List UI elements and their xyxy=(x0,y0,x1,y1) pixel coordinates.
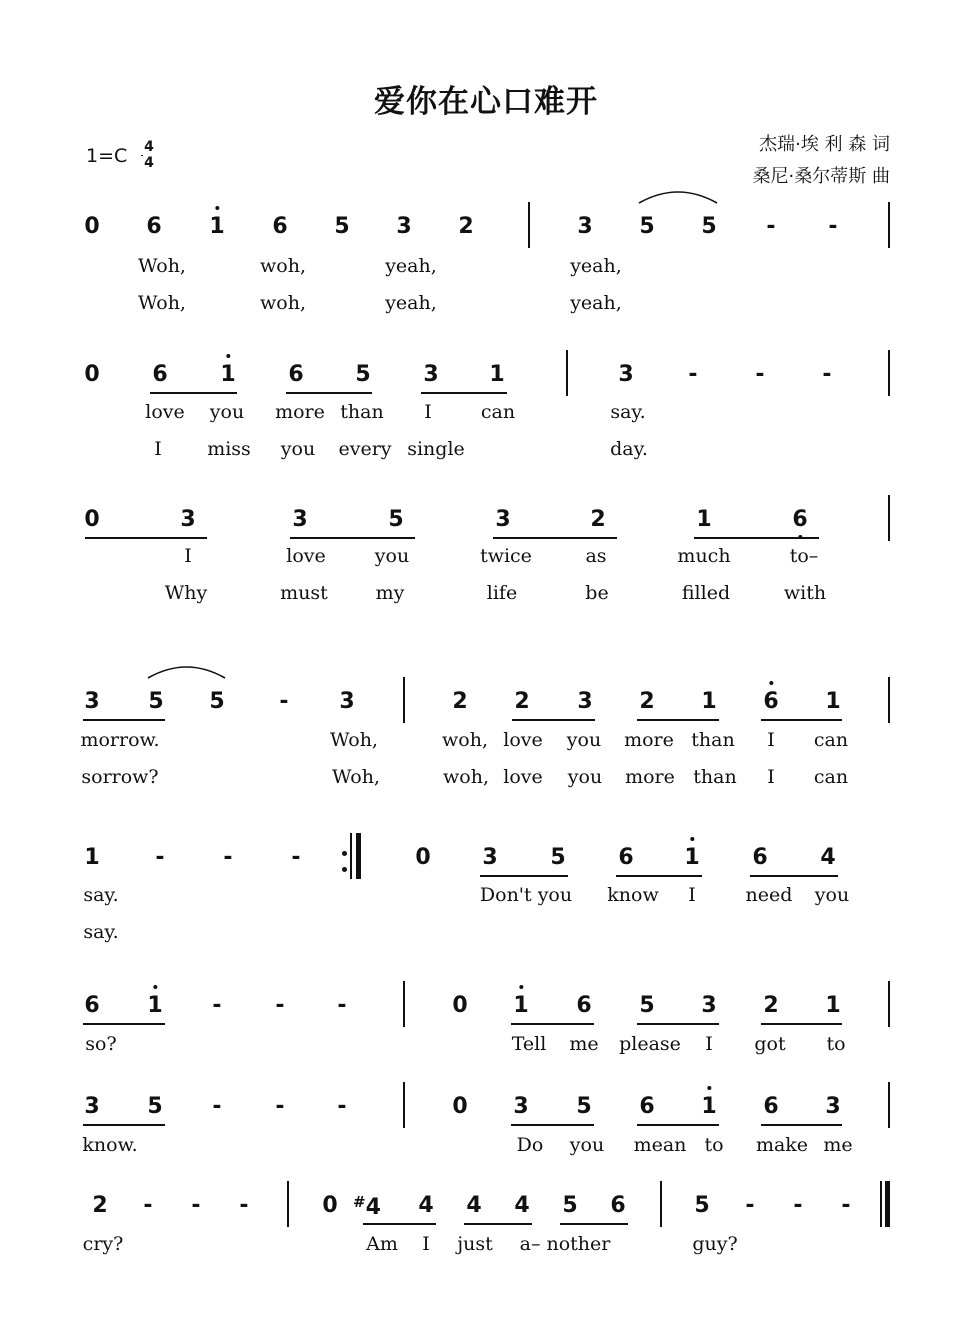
eighth-note-beam xyxy=(761,1124,842,1126)
lyric-word: mean xyxy=(633,1134,687,1156)
barline xyxy=(660,1181,662,1227)
note: 1 xyxy=(220,362,235,387)
lyric-word: as xyxy=(585,545,607,567)
eighth-note-beam xyxy=(83,1023,165,1025)
barline xyxy=(888,202,890,248)
note: 3 xyxy=(577,689,593,714)
lyric-word: Why xyxy=(164,582,208,604)
eighth-note-beam xyxy=(761,719,842,721)
lyric-word: than xyxy=(693,766,737,788)
lyric-word: Am xyxy=(366,1233,398,1255)
note: 6 xyxy=(618,845,634,870)
lyric-word: more xyxy=(625,766,675,788)
song-title: 爱你在心口难开 xyxy=(374,84,598,120)
eighth-note-beam xyxy=(616,875,702,877)
lyric-word: can xyxy=(813,729,849,751)
lyric-word: Tell xyxy=(511,1033,547,1055)
note: 3 xyxy=(84,1094,100,1119)
note: 6 xyxy=(752,845,768,870)
lyric-word: say. xyxy=(83,921,119,943)
composer-credit: 桑尼·桑尔蒂斯 曲 xyxy=(752,166,890,187)
lyric-word: than xyxy=(340,401,384,423)
note: 3 xyxy=(292,507,308,532)
lyric-word: me xyxy=(569,1033,599,1055)
note: 1 xyxy=(84,845,100,870)
note: 6 xyxy=(152,362,168,387)
time-signature xyxy=(140,140,158,171)
lyric-word: miss xyxy=(207,438,251,460)
lyric-word: filled xyxy=(681,582,731,604)
note: 2 xyxy=(458,214,474,239)
note: 4 xyxy=(514,1193,530,1218)
eighth-note-beam xyxy=(480,875,568,877)
note: 6 xyxy=(576,993,592,1018)
note: - xyxy=(745,1193,755,1218)
eighth-note-beam xyxy=(511,1124,594,1126)
lyric-word: you xyxy=(814,884,850,906)
note: 4 xyxy=(820,845,836,870)
note: 6 xyxy=(610,1193,626,1218)
lyric-word: you xyxy=(569,1134,605,1156)
lyric-word: my xyxy=(375,582,405,604)
lyric-word: you xyxy=(567,766,603,788)
note: - xyxy=(239,1193,249,1218)
eighth-note-beam xyxy=(637,719,719,721)
lyric-word: I xyxy=(705,1033,713,1055)
final-barline-thick xyxy=(885,1181,890,1227)
note: 1 xyxy=(684,845,699,870)
note: 1 xyxy=(701,1094,716,1119)
time-signature-top: 4 xyxy=(144,139,154,155)
sharp-sign: # xyxy=(353,1193,366,1211)
note: 0 xyxy=(452,1094,468,1119)
note: - xyxy=(275,993,285,1018)
lyric-word: much xyxy=(677,545,731,567)
octave-up-dot xyxy=(707,1086,711,1090)
lyric-word: love xyxy=(503,766,543,788)
eighth-note-beam xyxy=(363,1223,436,1225)
note: 1 xyxy=(513,993,528,1018)
note: 3 xyxy=(180,507,196,532)
lyric-word: must xyxy=(280,582,328,604)
lyric-word: can xyxy=(813,766,849,788)
lyric-word: woh, xyxy=(260,292,306,314)
note: 2 xyxy=(92,1193,108,1218)
note: 5 xyxy=(334,214,350,239)
note: 3 xyxy=(84,689,100,714)
lyric-word: I xyxy=(767,766,775,788)
note: 3 xyxy=(618,362,634,387)
note: 5 xyxy=(355,362,371,387)
eighth-note-beam xyxy=(637,1023,719,1025)
lyric-word: I xyxy=(184,545,192,567)
note: 2 xyxy=(590,507,606,532)
lyric-word: I xyxy=(688,884,696,906)
note: - xyxy=(155,845,165,870)
final-barline-thin xyxy=(880,1181,882,1227)
lyric-word: than xyxy=(691,729,735,751)
lyric-word: make xyxy=(755,1134,809,1156)
eighth-note-beam xyxy=(85,537,207,539)
lyric-word: to xyxy=(704,1134,724,1156)
lyric-word: more xyxy=(624,729,674,751)
note: - xyxy=(766,214,776,239)
lyricist-credit: 杰瑞·埃 利 森 词 xyxy=(759,134,890,155)
note: 0 xyxy=(84,507,100,532)
barline xyxy=(888,677,890,723)
barline xyxy=(566,350,568,396)
note: 5 xyxy=(209,689,225,714)
lyric-word: yeah, xyxy=(385,292,437,314)
lyric-word: yeah, xyxy=(570,255,622,277)
eighth-note-beam xyxy=(493,537,617,539)
lyric-word: say. xyxy=(610,401,646,423)
note: 1 xyxy=(825,993,841,1018)
note: 3 xyxy=(701,993,717,1018)
lyric-word: you xyxy=(374,545,410,567)
lyric-word: love xyxy=(503,729,543,751)
eighth-note-beam xyxy=(83,719,165,721)
note: 5 xyxy=(388,507,404,532)
lyric-word: sorrow? xyxy=(81,766,159,788)
time-signature-bottom: 4 xyxy=(144,155,154,171)
note: - xyxy=(143,1193,153,1218)
note: 5 xyxy=(701,214,717,239)
note: 0 xyxy=(322,1193,338,1218)
lyric-word: can xyxy=(480,401,516,423)
barline xyxy=(403,1082,405,1128)
note: 5 xyxy=(694,1193,710,1218)
note: 0 xyxy=(415,845,431,870)
lyric-word: so? xyxy=(85,1033,117,1055)
lyric-word: I xyxy=(154,438,162,460)
lyric-word: morrow. xyxy=(80,729,160,751)
note: 1 xyxy=(209,214,224,239)
lyric-word: just xyxy=(457,1233,493,1255)
barline xyxy=(403,981,405,1027)
lyric-word: twice xyxy=(480,545,532,567)
eighth-note-beam xyxy=(83,1124,165,1126)
note: 6 xyxy=(84,993,100,1018)
lyric-word: I xyxy=(422,1233,430,1255)
note: - xyxy=(337,993,347,1018)
lyric-word: me xyxy=(823,1134,853,1156)
barline xyxy=(528,202,530,248)
note: 5 xyxy=(550,845,566,870)
barline xyxy=(888,495,890,541)
barline xyxy=(888,350,890,396)
note: 3 xyxy=(482,845,498,870)
note: - xyxy=(828,214,838,239)
eighth-note-beam xyxy=(290,537,415,539)
repeat-dot xyxy=(342,867,347,872)
lyric-word: more xyxy=(275,401,325,423)
note: 1 xyxy=(489,362,505,387)
lyric-word: you xyxy=(566,729,602,751)
lyric-word: woh, xyxy=(443,766,489,788)
note: 3 xyxy=(513,1094,529,1119)
lyric-word: I xyxy=(424,401,432,423)
note: 3 xyxy=(423,362,439,387)
eighth-note-beam xyxy=(694,537,819,539)
lyric-word: yeah, xyxy=(385,255,437,277)
lyric-word: I xyxy=(767,729,775,751)
note: 5 xyxy=(576,1094,592,1119)
eighth-note-beam xyxy=(560,1223,628,1225)
note: 2 xyxy=(763,993,779,1018)
note: 3 xyxy=(825,1094,841,1119)
note: 5 xyxy=(147,1094,163,1119)
note: - xyxy=(755,362,765,387)
note: 6 xyxy=(146,214,162,239)
lyric-word: Woh, xyxy=(330,729,378,751)
octave-up-dot xyxy=(690,837,694,841)
lyric-word: Woh, xyxy=(138,292,186,314)
note: - xyxy=(337,1094,347,1119)
lyric-word: got xyxy=(754,1033,786,1055)
lyric-word: yeah, xyxy=(570,292,622,314)
lyric-word: love xyxy=(286,545,326,567)
lyric-word: with xyxy=(783,582,827,604)
lyric-word: Woh, xyxy=(138,255,186,277)
tie-arc xyxy=(637,187,719,205)
note: 1 xyxy=(147,993,162,1018)
eighth-note-beam xyxy=(286,392,372,394)
lyric-word: to– xyxy=(789,545,819,567)
lyric-word: please xyxy=(619,1033,681,1055)
note: 4 xyxy=(466,1193,482,1218)
note: 3 xyxy=(396,214,412,239)
note: #4 xyxy=(353,1193,381,1220)
eighth-note-beam xyxy=(637,1124,719,1126)
note: 6 xyxy=(763,689,778,714)
octave-up-dot xyxy=(153,985,157,989)
note: - xyxy=(841,1193,851,1218)
repeat-dot xyxy=(342,851,347,856)
note: 1 xyxy=(701,689,717,714)
note: 3 xyxy=(339,689,355,714)
lyric-word: a– nother xyxy=(519,1233,611,1255)
eighth-note-beam xyxy=(750,875,838,877)
note: - xyxy=(223,845,233,870)
lyric-word: every xyxy=(338,438,392,460)
eighth-note-beam xyxy=(512,719,595,721)
barline xyxy=(403,677,405,723)
tie-arc xyxy=(146,662,227,680)
repeat-barline xyxy=(356,833,361,879)
barline xyxy=(888,1082,890,1128)
eighth-note-beam xyxy=(761,1023,842,1025)
lyric-word: Do xyxy=(516,1134,544,1156)
octave-up-dot xyxy=(226,354,230,358)
lyric-word: you xyxy=(209,401,245,423)
key-signature: 1=C xyxy=(86,145,128,167)
note: 2 xyxy=(514,689,530,714)
note: 6 xyxy=(763,1094,779,1119)
note: - xyxy=(822,362,832,387)
lyric-word: woh, xyxy=(260,255,306,277)
lyric-word: woh, xyxy=(442,729,488,751)
repeat-barline-thin xyxy=(350,833,352,879)
lyric-word: need xyxy=(745,884,793,906)
lyric-word: single xyxy=(407,438,465,460)
note: 1 xyxy=(825,689,841,714)
note: 0 xyxy=(452,993,468,1018)
note: - xyxy=(191,1193,201,1218)
note: - xyxy=(291,845,301,870)
lyric-word: know. xyxy=(82,1134,138,1156)
note: 4 xyxy=(418,1193,434,1218)
eighth-note-beam xyxy=(511,1023,594,1025)
lyric-word: be xyxy=(585,582,609,604)
lyric-word: Don't you xyxy=(479,884,573,906)
note: 6 xyxy=(272,214,288,239)
octave-up-dot xyxy=(769,681,773,685)
lyric-word: life xyxy=(486,582,518,604)
note: 0 xyxy=(84,362,100,387)
note: 5 xyxy=(562,1193,578,1218)
note: - xyxy=(688,362,698,387)
octave-up-dot xyxy=(519,985,523,989)
note: - xyxy=(279,689,289,714)
note: 2 xyxy=(639,689,655,714)
note: 2 xyxy=(452,689,468,714)
note: - xyxy=(212,993,222,1018)
lyric-word: say. xyxy=(83,884,119,906)
eighth-note-beam xyxy=(421,392,507,394)
note: - xyxy=(212,1094,222,1119)
lyric-word: to xyxy=(826,1033,846,1055)
eighth-note-beam xyxy=(464,1223,532,1225)
eighth-note-beam xyxy=(150,392,237,394)
lyric-word: love xyxy=(145,401,185,423)
octave-up-dot xyxy=(215,206,219,210)
lyric-word: day. xyxy=(610,438,648,460)
note: 3 xyxy=(495,507,511,532)
barline xyxy=(888,981,890,1027)
lyric-word: you xyxy=(280,438,316,460)
note: 3 xyxy=(577,214,593,239)
note: 0 xyxy=(84,214,100,239)
lyric-word: know xyxy=(607,884,659,906)
note: 5 xyxy=(639,214,655,239)
lyric-word: Woh, xyxy=(332,766,380,788)
note: 6 xyxy=(288,362,304,387)
note: 5 xyxy=(148,689,164,714)
note: 5 xyxy=(639,993,655,1018)
note: - xyxy=(793,1193,803,1218)
lyric-word: cry? xyxy=(82,1233,124,1255)
note: 6 xyxy=(639,1094,655,1119)
note: 1 xyxy=(696,507,712,532)
barline xyxy=(287,1181,289,1227)
note: - xyxy=(275,1094,285,1119)
lyric-word: guy? xyxy=(692,1233,738,1255)
note: 6 xyxy=(792,507,807,532)
